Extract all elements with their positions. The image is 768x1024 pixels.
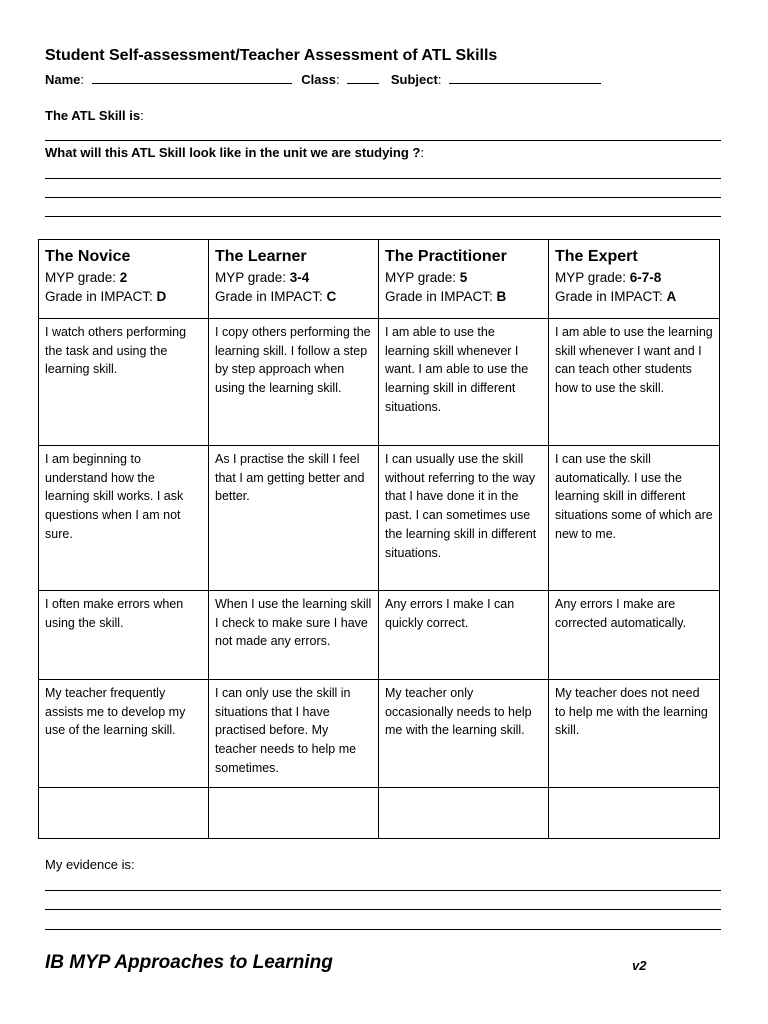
rubric-cell[interactable]: My teacher does not need to help me with the learning skill.: [549, 680, 720, 788]
blank-cell[interactable]: [549, 788, 720, 839]
rubric-cell[interactable]: I can usually use the skill without referring to the way that I have done it in the past. I can sometimes use the learning skill in different situations.: [379, 446, 549, 591]
level-name: The Practitioner: [385, 248, 507, 265]
footer-title: IB MYP Approaches to Learning: [45, 952, 333, 973]
level-header-novice: The Novice MYP grade: 2 Grade in IMPACT: D: [39, 240, 209, 319]
table-row: [39, 319, 720, 446]
version-label: v2: [632, 958, 647, 973]
rubric-cell[interactable]: I am able to use the learning skill whenever I want. I am able to use the learning skill in different situations.: [379, 319, 549, 446]
rubric-cell[interactable]: I am beginning to understand how the learning skill works. I ask questions when I am not sure.: [39, 446, 209, 591]
evidence-line-1[interactable]: [45, 890, 721, 891]
impact-grade: B: [496, 289, 507, 304]
page-title: Student Self-assessment/Teacher Assessment of ATL Skills: [45, 47, 498, 64]
level-header-expert: The Expert MYP grade: 6-7-8 Grade in IMPACT: A: [549, 240, 720, 319]
atl-answer-line-2[interactable]: [45, 197, 721, 198]
rubric-cell[interactable]: I am able to use the learning skill whenever I want and I can teach other students how to use the skill.: [549, 319, 720, 446]
level-name: The Novice: [45, 248, 131, 265]
myp-grade: 5: [459, 270, 468, 285]
level-header-learner: The Learner MYP grade: 3-4 Grade in IMPACT: C: [209, 240, 379, 319]
myp-grade: 6-7-8: [629, 270, 662, 285]
class-label: Class: [301, 72, 336, 87]
impact-grade: A: [666, 289, 677, 304]
table-row: [39, 680, 720, 788]
level-header-practitioner: The Practitioner MYP grade: 5 Grade in IMPACT: B: [379, 240, 549, 319]
atl-skill-label: The ATL Skill is:: [45, 108, 144, 123]
table-row: [39, 446, 720, 591]
rubric-cell[interactable]: My teacher only occasionally needs to help me with the learning skill.: [379, 680, 549, 788]
blank-cell[interactable]: [379, 788, 549, 839]
rubric-cell[interactable]: I can use the skill automatically. I use the learning skill in different situations some of which are new to me.: [549, 446, 720, 591]
impact-grade: D: [156, 289, 167, 304]
rubric-cell[interactable]: I watch others performing the task and using the learning skill.: [39, 319, 209, 446]
atl-question-label: What will this ATL Skill look like in the unit we are studying ?:: [45, 145, 424, 160]
evidence-label: My evidence is:: [45, 857, 135, 872]
level-name: The Learner: [215, 248, 307, 265]
level-name: The Expert: [555, 248, 638, 265]
rubric-cell[interactable]: I copy others performing the learning skill. I follow a step by step approach when using the learning skill.: [209, 319, 379, 446]
rubric-cell[interactable]: As I practise the skill I feel that I am getting better and better.: [209, 446, 379, 591]
rubric-cell[interactable]: Any errors I make are corrected automatically.: [549, 591, 720, 680]
evidence-line-2[interactable]: [45, 909, 721, 910]
blank-cell[interactable]: [39, 788, 209, 839]
name-field[interactable]: [92, 71, 292, 84]
table-row: [39, 591, 720, 680]
rubric-header-row: [39, 240, 720, 319]
name-label: Name: [45, 72, 81, 87]
class-field[interactable]: [347, 71, 379, 84]
atl-answer-line-1[interactable]: [45, 178, 721, 179]
blank-cell[interactable]: [209, 788, 379, 839]
myp-grade: 3-4: [289, 270, 310, 285]
atl-answer-line-3[interactable]: [45, 216, 721, 217]
evidence-line-3[interactable]: [45, 929, 721, 930]
impact-grade: C: [326, 289, 337, 304]
rubric-table: [38, 239, 720, 839]
blank-row: [39, 788, 720, 839]
rubric-cell[interactable]: I often make errors when using the skill.: [39, 591, 209, 680]
myp-grade: 2: [119, 270, 128, 285]
rubric-cell[interactable]: Any errors I make I can quickly correct.: [379, 591, 549, 680]
atl-skill-line[interactable]: [45, 140, 721, 141]
rubric-cell[interactable]: I can only use the skill in situations that I have practised before. My teacher needs to help me sometimes.: [209, 680, 379, 788]
student-info-row: Name: Class: Subject:: [45, 71, 601, 87]
subject-label: Subject: [390, 72, 438, 87]
rubric-cell[interactable]: When I use the learning skill I check to make sure I have not made any errors.: [209, 591, 379, 680]
subject-field[interactable]: [449, 71, 601, 84]
rubric-cell[interactable]: My teacher frequently assists me to develop my use of the learning skill.: [39, 680, 209, 788]
